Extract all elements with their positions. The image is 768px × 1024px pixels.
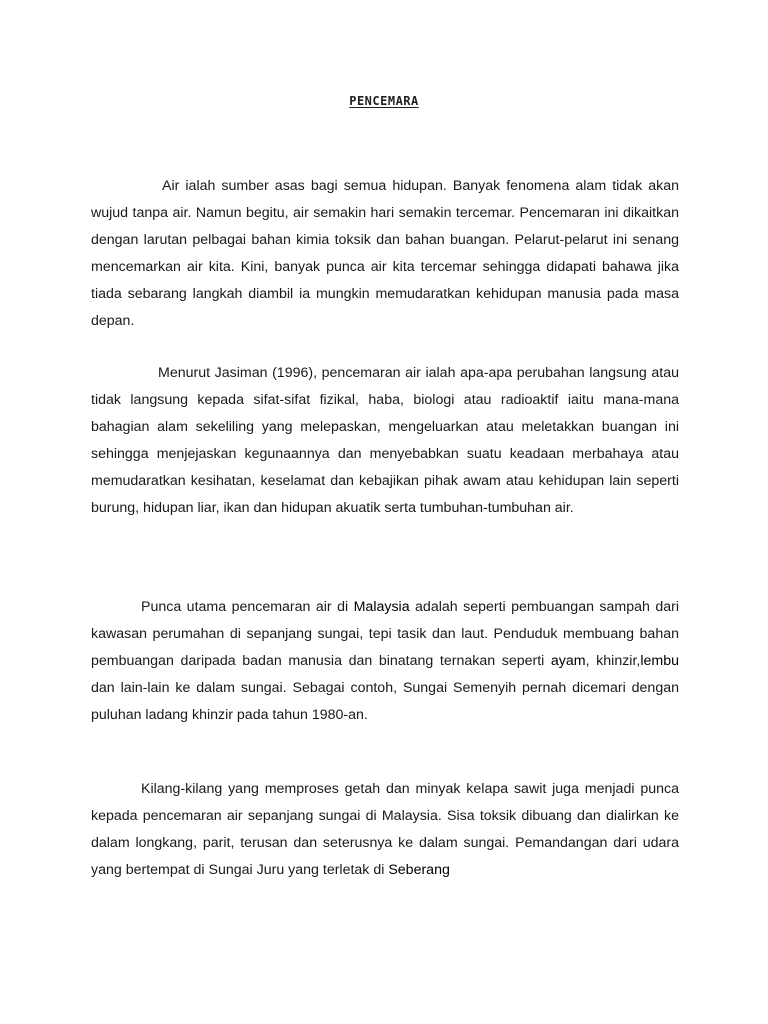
paragraph-3-text-d: dan lain-lain ke dalam sungai. Sebagai contoh, Sungai Semenyih pernah dicemari dengan puluhan ladang khinzir pada tahun 1980-an. bbox=[91, 680, 679, 723]
lembu-term: lembu bbox=[640, 653, 679, 669]
ayam-term: ayam bbox=[550, 653, 586, 669]
paragraph-1: Air ialah sumber asas bagi semua hidupan. Banyak fenomena alam tidak akan wujud tanpa air. Namun begitu, air semakin hari semakin tercemar. Pencemaran ini dikaitkan dengan larutan pelbagai bahan kimia toksik dan bahan buangan. Pelarut-pelarut ini senang mencemarkan air kita. Kini, banyak punca air kita tercemar sehingga didapati bahawa jika tiada sebarang langkah diambil ia mungkin memudaratkan kehidupan manusia pada masa depan. bbox=[91, 178, 679, 329]
paragraph-4 bbox=[91, 776, 679, 884]
paragraph-3-text-c: , khinzir, bbox=[585, 653, 641, 669]
paragraph-2: Menurut Jasiman (1996), pencemaran air ialah apa-apa perubahan langsung atau tidak langsung kepada sifat-sifat fizikal, haba, biologi atau radioaktif iaitu mana-mana bahagian alam sekeliling yang melepaskan, mengeluarkan atau meletakkan buangan ini sehingga menjejaskan kegunaannya dan menyebabkan suatu keadaan merbahaya atau memudaratkan kesihatan, keselamat dan kebajikan pihak awam atau kehidupan lain seperti burung, hidupan liar, ikan dan hidupan akuatik serta tumbuhan-tumbuhan air. bbox=[91, 365, 679, 516]
malaysia-term: Malaysia bbox=[353, 599, 410, 615]
seberang-term: Seberang bbox=[388, 862, 450, 878]
paragraph-3-text-a: Punca utama pencemaran air di bbox=[141, 599, 354, 615]
document-title: PENCEMARA bbox=[349, 94, 419, 108]
paragraph-3-text-b: adalah seperti pembuangan sampah dari kawasan perumahan di sepanjang sungai, tepi tasik dan laut. Penduduk membuang bahan pembuangan daripada badan manusia dan binatang ternakan seperti bbox=[91, 599, 680, 669]
paragraph-4-text: Kilang-kilang yang memproses getah dan minyak kelapa sawit juga menjadi punca kepada pencemaran air sepanjang sungai di Malaysia. Sisa toksik dibuang dan dialirkan ke dalam longkang, parit, terusan dan seterusnya ke dalam sungai. Pemandangan dari udara yang bertempat di Sungai Juru yang terletak di bbox=[91, 781, 679, 878]
paragraph-3 bbox=[91, 594, 679, 729]
